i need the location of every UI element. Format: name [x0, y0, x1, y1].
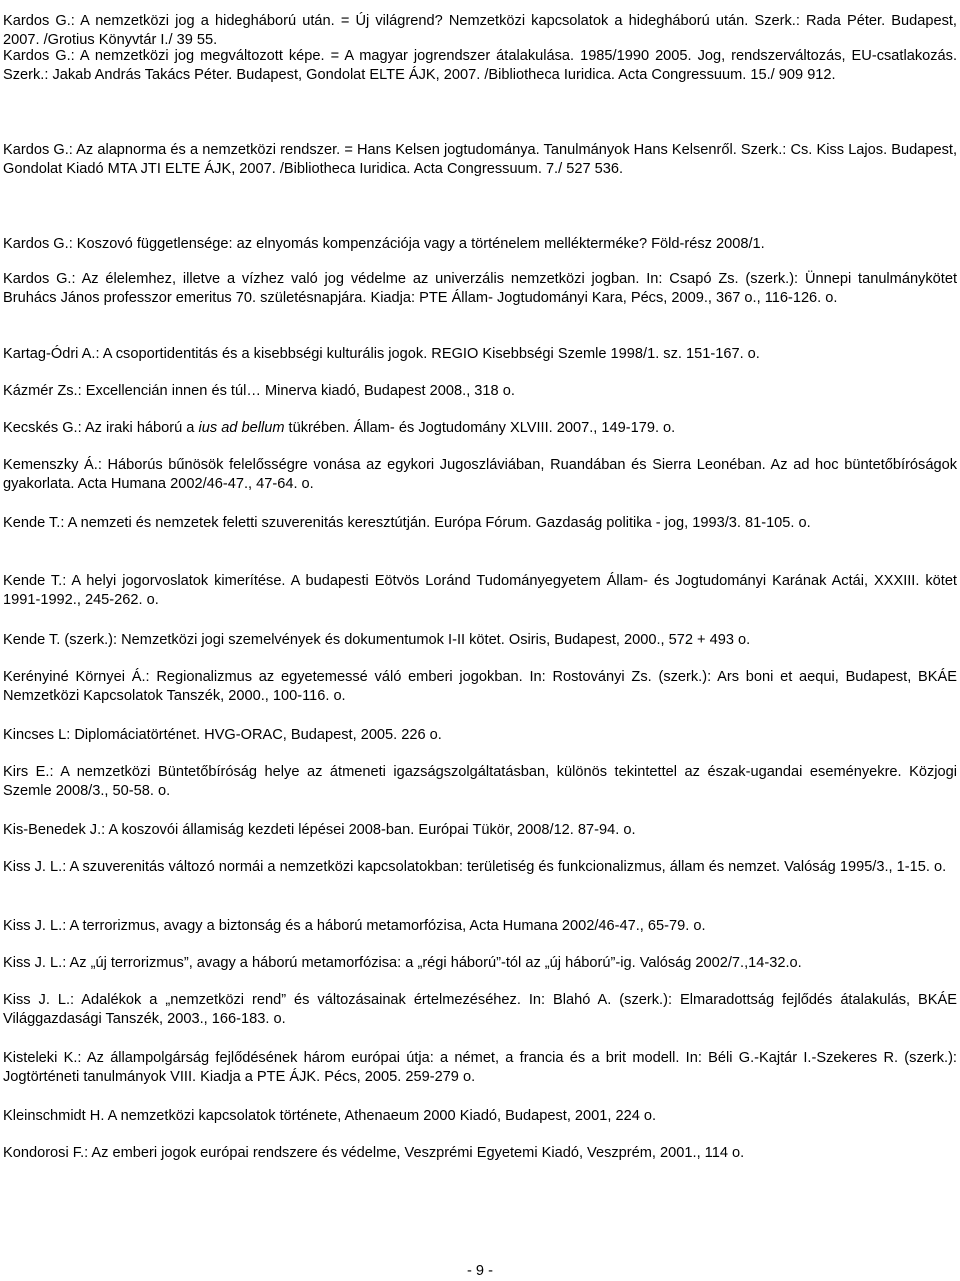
bibliography-entry: Kiss J. L.: Az „új terrorizmus”, avagy a háború metamorfózisa: a „régi háború”-tól az „új háború”-ig. Valóság 2002/7.,14-32.o. — [3, 954, 802, 971]
page-number: - 9 - — [467, 1263, 493, 1279]
bibliography-entry: Kiss J. L.: A terrorizmus, avagy a biztonság és a háború metamorfózisa, Acta Humana 2002/46-47., 65-79. o. — [3, 917, 706, 934]
bibliography-entry: Kirs E.: A nemzetközi Büntetőbíróság helye az átmeneti igazságszolgáltatásban, különös tekintettel az észak-ugandai eseményekre. Közjogi Szemle 2008/3., 50-58. o. — [3, 763, 957, 800]
bibliography-entry: Kardos G.: Az élelemhez, illetve a vízhez való jog védelme az univerzális nemzetközi jogban. In: Csapó Zs. (szerk.): Ünnepi tanulmánykötet Bruhács János professzor emeritus 70. születésnapjára. Kiadja: PTE Állam- Jogtudományi Kara, Pécs, 2009., 367 o., 116-126. o. — [3, 270, 957, 307]
bibliography-entry: Kardos G.: A nemzetközi jog megváltozott képe. = A magyar jogrendszer átalakulása. 1985/1990 2005. Jog, rendszerváltozás, EU-csatlakozás. Szerk.: Jakab András Takács Péter. Budapest, Gondolat ELTE ÁJK, 2007. /Bibliotheca Iuridica. Acta Congressuum. 15./ 909 912. — [3, 47, 957, 84]
entry-text-prefix: Kecskés G.: Az iraki háború a — [3, 419, 199, 436]
bibliography-entry: Kemenszky Á.: Háborús bűnösök felelősségre vonása az egykori Jugoszláviában, Ruandában és Sierra Leonéban. Az ad hoc büntetőbíróságok gyakorlata. Acta Humana 2002/46-47., 47-64. o. — [3, 456, 957, 493]
bibliography-entry — [3, 419, 957, 439]
entry-text-suffix: tükrében. Állam- és Jogtudomány XLVIII. 2007., 149-179. o. — [284, 419, 676, 436]
italic-phrase: ius ad bellum — [198, 419, 285, 436]
bibliography-entry: Kis-Benedek J.: A koszovói államiság kezdeti lépései 2008-ban. Európai Tükör, 2008/12. 87-94. o. — [3, 821, 636, 838]
bibliography-entry: Kisteleki K.: Az állampolgárság fejlődésének három európai útja: a német, a francia és a brit modell. In: Béli G.-Kajtár I.-Szekeres R. (szerk.): Jogtörténeti tanulmányok VIII. Kiadja a PTE ÁJK. Pécs, 2005. 259-279 o. — [3, 1049, 957, 1086]
bibliography-entry: Kende T.: A nemzeti és nemzetek feletti szuverenitás keresztútján. Európa Fórum. Gazdaság politika - jog, 1993/3. 81-105. o. — [3, 514, 811, 531]
bibliography-entry: Kende T.: A helyi jogorvoslatok kimerítése. A budapesti Eötvös Loránd Tudományegyetem Állam- és Jogtudományi Karának Actái, XXXIII. kötet 1991-1992., 245-262. o. — [3, 572, 957, 609]
bibliography-entry: Kiss J. L.: A szuverenitás változó normái a nemzetközi kapcsolatokban: területiség és funkcionalizmus, állam és nemzet. Valóság 1995/3., 1-15. o. — [3, 858, 947, 875]
bibliography-entry: Kiss J. L.: Adalékok a „nemzetközi rend” és változásainak értelmezéséhez. In: Blahó A. (szerk.): Elmaradottság fejlődés átalakulás, BKÁE Világgazdasági Tanszék, 2003., 166-183. o. — [3, 991, 957, 1028]
bibliography-entry: Kázmér Zs.: Excellencián innen és túl… Minerva kiadó, Budapest 2008., 318 o. — [3, 382, 515, 399]
bibliography-entry: Kondorosi F.: Az emberi jogok európai rendszere és védelme, Veszprémi Egyetemi Kiadó, Veszprém, 2001., 114 o. — [3, 1144, 745, 1161]
bibliography-entry: Kardos G.: Koszovó függetlensége: az elnyomás kompenzációja vagy a történelem mellékterméke? Föld-rész 2008/1. — [3, 235, 765, 252]
bibliography-entry: Kardos G.: Az alapnorma és a nemzetközi rendszer. = Hans Kelsen jogtudománya. Tanulmányok Hans Kelsenről. Szerk.: Cs. Kiss Lajos. Budapest, Gondolat Kiadó MTA JTI ELTE ÁJK, 2007. /Bibliotheca Iuridica. Acta Congressuum. 7./ 527 536. — [3, 141, 957, 178]
bibliography-entry: Kende T. (szerk.): Nemzetközi jogi szemelvények és dokumentumok I-II kötet. Osiris, Budapest, 2000., 572 + 493 o. — [3, 631, 751, 648]
bibliography-entry: Kardos G.: A nemzetközi jog a hidegháború után. = Új világrend? Nemzetközi kapcsolatok a hidegháború után. Szerk.: Rada Péter. Budapest, 2007. /Grotius Könyvtár I./ 39 55. — [3, 12, 957, 49]
bibliography-entry: Kartag-Ódri A.: A csoportidentitás és a kisebbségi kulturális jogok. REGIO Kisebbségi Szemle 1998/1. sz. 151-167. o. — [3, 345, 760, 362]
bibliography-entry: Kleinschmidt H. A nemzetközi kapcsolatok története, Athenaeum 2000 Kiadó, Budapest, 2001, 224 o. — [3, 1107, 657, 1124]
bibliography-entry: Kerényiné Környei Á.: Regionalizmus az egyetemessé váló emberi jogokban. In: Rostoványi Zs. (szerk.): Ars boni et aequi, Budapest, BKÁE Nemzetközi Kapcsolatok Tanszék, 2000., 100-116. o. — [3, 668, 957, 705]
bibliography-entry: Kincses L: Diplomáciatörténet. HVG-ORAC, Budapest, 2005. 226 o. — [3, 726, 442, 743]
